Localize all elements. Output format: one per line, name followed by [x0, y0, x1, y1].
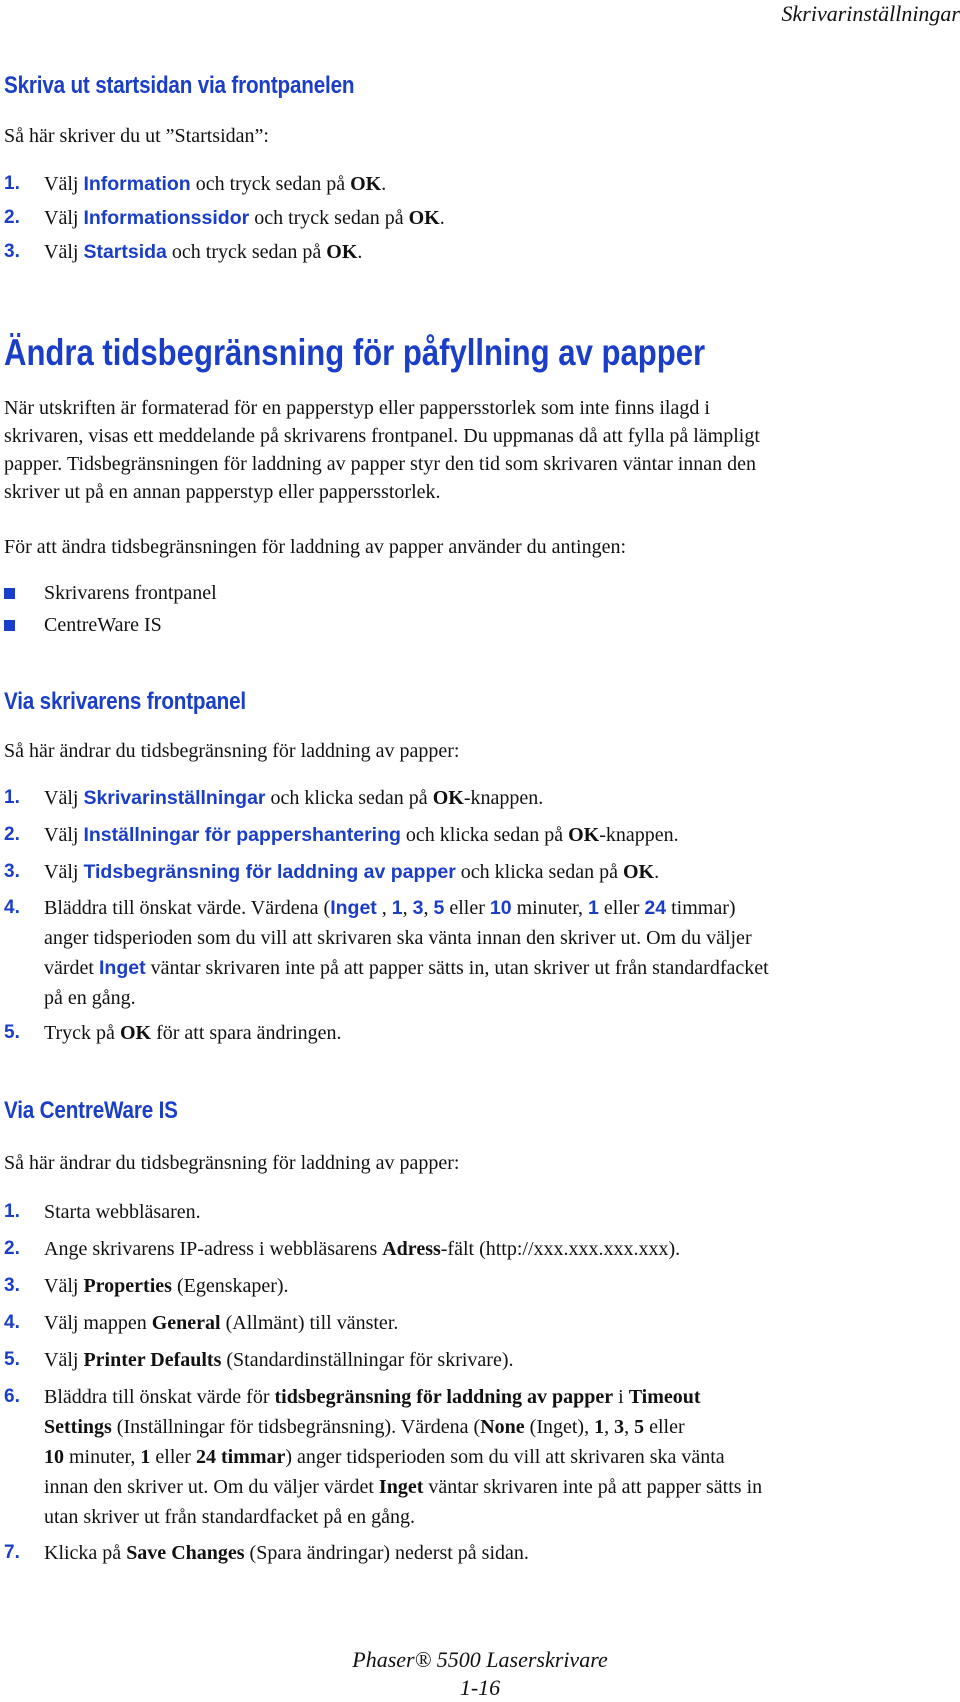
step-item [4, 1271, 956, 1301]
section-heading: Skriva ut startsidan via frontpanelen [4, 72, 355, 99]
step-list [4, 783, 956, 1048]
option-label: CentreWare IS [44, 614, 162, 636]
paragraph-line: papper. Tidsbegränsningen för laddning av papper styr den tid som skrivaren väntar innan den [4, 453, 757, 475]
step-list [4, 167, 956, 269]
frontpanel-intro-block [4, 737, 956, 765]
step-number: 4. [4, 1312, 20, 1333]
bullet-square-icon [4, 588, 44, 599]
section-heading: Via skrivarens frontpanel [4, 688, 246, 715]
step-item [4, 1382, 956, 1532]
step-item [4, 1018, 956, 1048]
step-item [4, 1345, 956, 1375]
option-item [4, 577, 956, 609]
step-text: Välj Skrivarinställningar och klicka sedan på OK-knappen. [44, 787, 544, 809]
step-number: 6. [4, 1386, 20, 1407]
step-number: 7. [4, 1542, 20, 1563]
main-heading: Ändra tidsbegränsning för påfyllning av papper [4, 332, 706, 373]
step-item [4, 1538, 956, 1568]
section-heading: Via CentreWare IS [4, 1097, 178, 1124]
step-text: Välj Properties (Egenskaper). [44, 1275, 289, 1297]
step-text: Välj mappen General (Allmänt) till vänster. [44, 1312, 399, 1334]
footer-page-number: 1-16 [459, 1675, 501, 1700]
step-text: Klicka på Save Changes (Spara ändringar) nederst på sidan. [44, 1542, 529, 1564]
paragraph-line: skriver ut på en annan papperstyp eller pappersstorlek. [4, 481, 441, 503]
step-number: 5. [4, 1349, 20, 1370]
step-item [4, 167, 956, 201]
bullet-square-icon [4, 620, 44, 631]
step-number: 3. [4, 241, 20, 262]
centreware-intro-block [4, 1149, 956, 1177]
step-number: 2. [4, 824, 20, 845]
step-item [4, 1234, 956, 1264]
step-number: 2. [4, 1238, 20, 1259]
timeout-heading-block [4, 332, 956, 374]
step-item [4, 893, 956, 1013]
step-text: Välj Startsida och tryck sedan på OK. [44, 241, 363, 263]
step-text: Tryck på OK för att spara ändringen. [44, 1022, 342, 1044]
step-text: Bläddra till önskat värde för tidsbegränsning för laddning av papper i Timeout Settings (Inställningar för tidsbegränsning). Värdena (None (Inget), 1, 3, 5 eller 10 minuter, 1 eller 24 timmar) anger tidsperioden som du vill att skrivaren ska vänta innan den skriver ut. Om du väljer värdet Inget väntar skrivaren inte på att papper sätts in utan skriver ut från standardfacket på en gång. [44, 1386, 763, 1528]
step-text: Ange skrivarens IP-adress i webbläsarens Adress-fält (http://xxx.xxx.xxx.xxx). [44, 1238, 681, 1260]
step-number: 3. [4, 1275, 20, 1296]
step-item [4, 1197, 956, 1227]
option-label: Skrivarens frontpanel [44, 582, 217, 604]
paragraph-line: När utskriften är formaterad för en papperstyp eller pappersstorlek som inte finns ilagd i [4, 397, 710, 419]
step-text: Välj Information och tryck sedan på OK. [44, 173, 387, 195]
frontpanel-steps-block [4, 783, 956, 1048]
startpage-heading-block [4, 72, 956, 100]
step-number: 3. [4, 861, 20, 882]
step-item [4, 201, 956, 235]
step-list [4, 1197, 956, 1568]
footer-product: Phaser® 5500 Laserskrivare [352, 1647, 608, 1672]
step-number: 5. [4, 1022, 20, 1043]
paragraph-line: skrivaren, visas ett meddelande på skrivarens frontpanel. Du uppmanas då att fylla på lämpligt [4, 425, 760, 447]
frontpanel-heading-block [4, 688, 956, 716]
options-block [4, 577, 956, 641]
intro-text: Så här ändrar du tidsbegränsning för laddning av papper: [4, 1152, 460, 1174]
running-header: Skrivarinställningar [781, 1, 960, 26]
step-item [4, 857, 956, 887]
timeout-para1-block [4, 394, 956, 506]
centreware-steps-block [4, 1197, 956, 1568]
centreware-heading-block [4, 1097, 956, 1125]
step-item [4, 1308, 956, 1338]
step-text: Starta webbläsaren. [44, 1201, 201, 1223]
step-item [4, 235, 956, 269]
step-item [4, 820, 956, 850]
step-number: 1. [4, 1201, 20, 1222]
startpage-steps-block [4, 167, 956, 269]
intro-text: Så här ändrar du tidsbegränsning för laddning av papper: [4, 740, 460, 762]
step-number: 2. [4, 207, 20, 228]
startpage-intro-block [4, 122, 956, 150]
step-number: 4. [4, 897, 20, 918]
step-number: 1. [4, 173, 20, 194]
page-footer [0, 1646, 960, 1702]
paragraph: För att ändra tidsbegränsningen för laddning av papper använder du antingen: [4, 536, 627, 558]
option-list [4, 577, 956, 641]
option-item [4, 609, 956, 641]
intro-text: Så här skriver du ut ”Startsidan”: [4, 125, 269, 147]
step-text: Välj Printer Defaults (Standardinställningar för skrivare). [44, 1349, 514, 1371]
step-item [4, 783, 956, 813]
step-text: Välj Informationssidor och tryck sedan på OK. [44, 207, 445, 229]
step-text: Välj Inställningar för pappershantering och klicka sedan på OK-knappen. [44, 824, 679, 846]
step-number: 1. [4, 787, 20, 808]
step-text: Välj Tidsbegränsning för laddning av papper och klicka sedan på OK. [44, 861, 660, 883]
timeout-para2-block [4, 533, 956, 561]
step-text: Bläddra till önskat värde. Värdena (Inget , 1, 3, 5 eller 10 minuter, 1 eller 24 timmar) anger tidsperioden som du vill att skrivaren ska vänta innan den skriver ut. Om du väljer värdet Inget väntar skrivaren inte på att papper sätts in, utan skriver ut från standardfacket på en gång. [44, 897, 769, 1009]
